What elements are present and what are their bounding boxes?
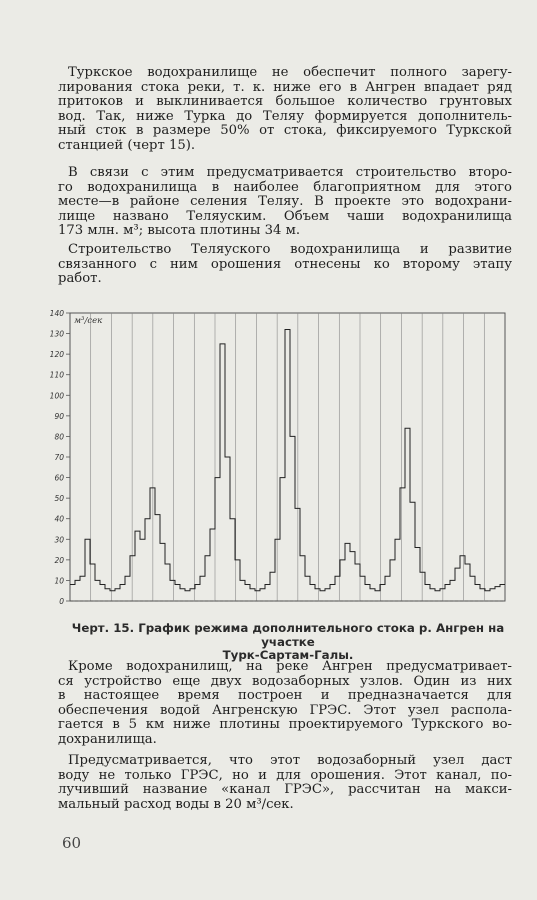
text-line: лище названо Теляуским. Объем чаши водохранилища	[58, 208, 512, 224]
text-line: 173 млн. м³; высота плотины 34 м.	[58, 223, 301, 239]
y-tick-label: 60	[54, 473, 64, 483]
text-line: дохранилища.	[58, 731, 157, 747]
figure-caption	[58, 622, 518, 663]
page-number: 60	[62, 834, 82, 852]
text-line: ся устройство еще двух водозаборных узлов. Один из них	[58, 673, 512, 689]
y-axis-label: м³/сек	[74, 316, 103, 326]
text-line: ный сток в размере 50% от стока, фиксируемого Туркской	[58, 123, 512, 139]
y-tick-label: 70	[54, 453, 64, 462]
text-line: Предусматривается, что этот водозаборный узел даст	[68, 753, 512, 768]
y-tick-label: 80	[54, 432, 64, 442]
text-line: В связи с этим предусматривается строительство второ-	[68, 165, 512, 180]
text-line: Кроме водохранилищ, на реке Ангрен предусматривает-	[68, 659, 512, 674]
runoff-chart	[30, 305, 510, 625]
text-line: Туркское водохранилище не обеспечит полного зарегу-	[68, 65, 512, 80]
y-tick-label: 40	[54, 514, 64, 524]
text-line: лучивший название «канал ГРЭС», рассчитан на макси-	[58, 782, 512, 798]
y-tick-label: 30	[54, 535, 64, 545]
text-block-3	[58, 242, 512, 287]
text-line: обеспечения водой Ангренскую ГРЭС. Этот узел распола-	[58, 702, 512, 718]
text-line: гается в 5 км ниже плотины проектируемого Туркского во-	[58, 717, 512, 733]
plot-frame	[70, 313, 505, 601]
y-tick-label: 120	[49, 350, 64, 360]
text-line: Строительство Теляуского водохранилища и развитие	[68, 242, 512, 257]
y-tick-label: 20	[54, 555, 64, 565]
text-block-4	[58, 659, 512, 748]
text-line: вод. Так, ниже Турка до Теляу формируется дополнитель-	[58, 108, 512, 124]
text-block-5	[58, 753, 512, 812]
caption-line-1	[58, 622, 518, 649]
caption-label: Черт. 15.	[71, 621, 135, 635]
caption-line-2: Турк-Сартам-Галы.	[222, 648, 354, 662]
text-line: в настоящее время построен и предназначается для	[58, 688, 512, 704]
y-tick-label: 110	[49, 370, 64, 380]
series-line	[70, 330, 505, 591]
text-line: мальный расход воды в 20 м³/сек.	[58, 796, 294, 812]
y-tick-label: 140	[49, 309, 64, 318]
y-tick-label: 130	[49, 329, 64, 339]
text-line: лирования стока реки, т. к. ниже его в Ангрен впадает ряд	[58, 79, 512, 95]
y-tick-label: 0	[59, 597, 64, 606]
caption-text: График режима дополнительного стока р. Ангрен на участке	[138, 621, 505, 649]
text-line: го водохранилища в наиболее благоприятном для этого	[58, 179, 512, 195]
text-line: притоков и выклинивается большое количество грунтовых	[58, 94, 512, 110]
text-line: связанного с ним орошения отнесены ко второму этапу	[58, 256, 512, 272]
y-tick-label: 90	[54, 411, 64, 421]
y-tick-label: 100	[49, 391, 64, 401]
text-block-1	[58, 65, 512, 154]
text-line: воду не только ГРЭС, но и для орошения. Этот канал, по-	[58, 767, 512, 783]
text-line: станцией (черт 15).	[58, 137, 196, 153]
text-line: работ.	[58, 271, 102, 287]
text-line: месте—в районе селения Теляу. В проекте это водохрани-	[58, 194, 512, 210]
text-block-2	[58, 165, 512, 239]
y-tick-label: 10	[54, 576, 64, 586]
y-tick-label: 50	[54, 494, 64, 504]
